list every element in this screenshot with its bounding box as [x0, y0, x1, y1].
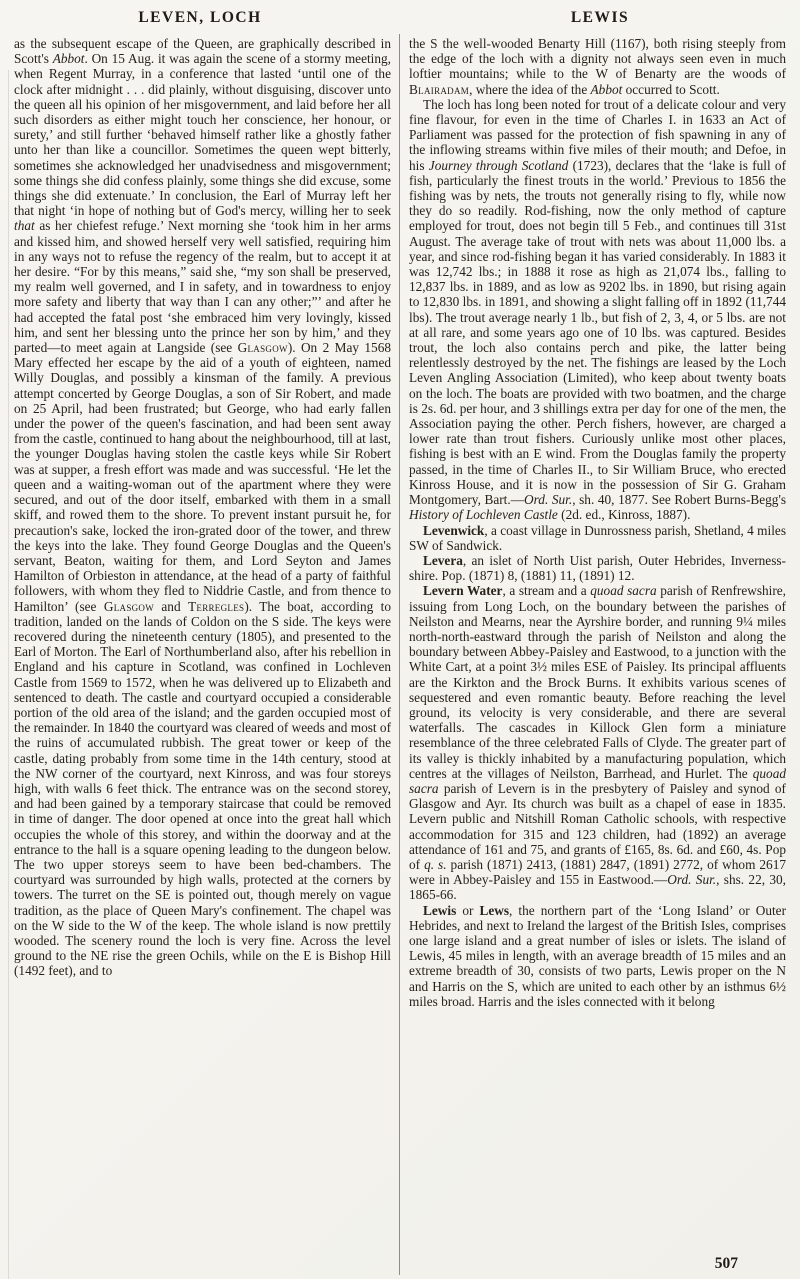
paragraph: [14, 36, 391, 979]
text-segment: (1723), declares that the ‘lake is full of fish, particularly the finest trouts in the world.’ Previous to 1856 the fishing was by nets, the trouts not generally rising to fly, while now they do so readily. Rod-fishing, now the only method of capture employed for trout, does not begin till 5 Feb., and continues till 31st August. The average take of trout with nets was about 11,000 lbs. a year, and since rod-fishing began it has varied considerably. In 1883 it was 12,742 lbs.; in 1888 it rose as high as 21,074 lbs., falling to 12,837 lbs. in 1889, and as low as 9202 lbs. in 1890, but rising again to 12,830 lbs. in 1891, and showing a slight falling off in 1892 (11,744 lbs). The trout average nearly 1 lb., but fish of 2, 3, 4, or 5 lbs. are not at all rare, and some years ago one of 10 lbs. was captured. Besides trout, the loch also contains perch and pike, the latter being relentlessly destroyed by the net. The fishings are leased by the Loch Leven Angling Association (Limited), who keep about twenty boats on the loch. The boats are provided with two boatmen, and the charge is 2s. 6d. per hour, and 3 shillings extra per day for one of the men, the Association paying the other. Perch fishers, however, are charged a lower rate than trout fishers. Curiously unlike most other places, fishing is best with an E wind. From the Douglas family the property passed, in the time of Charles II., to Sir William Bruce, who erected Kinross House, and it is now in the possession of Sir G. Graham Montgomery, Bart.—: [409, 157, 787, 508]
text-segment: Terregles: [187, 598, 245, 614]
paragraph: [409, 553, 786, 583]
text-segment: parish (1871) 2413, (1881) 2847, (1891) 2772, of whom 2617 were in Abbey-Paisley and 155 in Eastwood.—: [409, 856, 786, 888]
text-segment: Levera: [423, 552, 463, 568]
paragraph: [409, 583, 786, 902]
paragraph: [409, 903, 786, 1009]
page-gutter-line: [8, 70, 9, 1279]
text-segment: Journey through Scotland: [428, 157, 569, 173]
running-heads: [0, 9, 800, 27]
text-segment: ). The boat, according to tradition, landed on the lands of Coldon on the S side. The keys were recovered during the nineteenth century (1805), and presented to the Earl of Morton. The Earl of Northumberland also, after his rebellion in England and his capture in Scotland, was confined in Lochleven Castle from 1569 to 1572, when he was delivered up to Elizabeth and sentenced to death. The castle and courtyard occupied a considerable portion of the old area of the island; and the garden occupied most of the remainder. In 1840 the courtyard was cleared of weeds and most of the ruins of accumulated rubbish. The great tower or keep of the castle, dating probably from some time in the 14th century, stood at the NW corner of the courtyard, next Kinross, and was four storeys high, with walls 6 feet thick. The entrance was on the second storey, and had been gained by a temporary staircase that could be removed in time of danger. The door opened at once into the great hall which occupies the whole of this storey, and within the doorway and at the entrance to the hall is a square opening leading to the dungeon below. The two upper storeys seem to have been bed-chambers. The courtyard was surrounded by high walls, protected at the corners by towers. The turret on the SE is pointed out, though merely on vague tradition, as the place of Queen Mary's confinement. The chapel was on the W side to the W of the keep. The whole island is now prettily wooded. The scenery round the loch is very fine. Across the level ground to the NE rise the green Ochils, while on the E is Bishop Hill (1492 feet), and to: [14, 598, 391, 979]
text-segment: or: [456, 902, 480, 918]
text-segment: and: [154, 598, 188, 614]
paragraph: [409, 523, 786, 553]
text-segment: parish of Levern is in the presbytery of Paisley and synod of Glasgow and Ayr. Its church was built as a chapel of ease in 1835. Levern public and Nitshill Roman Catholic schools, with respective accommodation for 315 and 123 children, had (1892) an average attendance of 161 and 75, and grants of £165, 8s. 6d. and £60, 4s. Pop of: [409, 780, 786, 872]
text-segment: Abbot: [590, 81, 623, 97]
column-divider-rule: [399, 34, 400, 1275]
paragraph: [409, 36, 786, 97]
text-segment: ). On 2 May 1568 Mary effected her escape by the aid of a youth of eighteen, named Willy Douglas, and possibly a kinsman of the family. A previous attempt concerted by George Douglas, a son of Sir Robert, and made on 25 April, had been frustrated; but George, who had early fallen under the power of the queen's fascination, and had been sent away from the castle, continued to hang about the neighbourhood, till at last, the younger Douglas having stolen the castle keys while Sir Robert was at supper, a fresh effort was made and was successful. ‘He let the queen and a waiting-woman out of the apartment where they were secured, and out of the door itself, embarked with them in a small skiff, and rowed them to the shore. To prevent instant pursuit he, for precaution's sake, locked the iron-grated door of the tower, and threw the keys into the lake. They found George Douglas and the Queen's servant, Beaton, waiting for them, and Lord Seyton and James Hamilton of Orbieston in attendance, at the head of a party of faithful followers, with whom they fled to Niddrie Castle, and from thence to Hamilton’ (see: [14, 340, 392, 614]
text-segment: q. s.: [424, 856, 447, 872]
text-segment: History of Lochleven Castle: [409, 507, 558, 523]
text-segment: Blairadam: [409, 81, 470, 97]
text-segment: Glasgow: [237, 340, 288, 356]
text-segment: Levenwick: [423, 522, 485, 538]
text-segment: Ord. Sur.: [524, 492, 573, 508]
text-segment: the S the well-wooded Benarty Hill (1167), both rising steeply from the edge of the loch with a dignity not always seen even in much loftier mountains; while to the W of Benarty are the woods of: [409, 36, 786, 82]
running-head-right: LEWIS: [570, 9, 630, 26]
text-segment: as the subsequent escape of the Queen, are graphically described in Scott's: [14, 36, 391, 67]
text-segment: occurred to Scott.: [622, 81, 720, 97]
page-number: 507: [714, 1255, 738, 1272]
text-segment: (2d. ed., Kinross, 1887).: [557, 507, 691, 523]
running-head-left: LEVEN, LOCH: [138, 9, 262, 26]
text-segment: quoad sacra: [590, 583, 657, 599]
text-segment: , shs. 22, 30, 1865-66.: [409, 872, 786, 903]
paragraph: [409, 97, 786, 523]
text-segment: , where the idea of the: [469, 81, 591, 97]
text-segment: Lews: [479, 902, 510, 918]
text-segment: Levern Water: [423, 583, 503, 599]
text-segment: , a coast village in Dunrossness parish, Shetland, 4 miles SW of Sandwick.: [409, 522, 786, 553]
right-column-text: [409, 36, 786, 1009]
text-segment: , an islet of North Uist parish, Outer Hebrides, Inverness-shire. Pop. (1871) 8, (1881) 11, (1891) 12.: [409, 552, 786, 584]
text-segment: as her chiefest refuge.’ Next morning she ‘took him in her arms and kissed him, and showed herself very well satisfied, requiring him in any ways not to refuse the regency of the realm, but to accept it at her desire. “For by this means,” said she, “my son shall be preserved, my realm well governed, and I in safety, and in towardness to enjoy more safety and liberty that way than I can any other;”’ and after he had accepted the fatal post ‘she embraced him very lovingly, kissed him, and sent her blessing unto the prince her son by him,’ and they parted—to meet again at Langside (see: [14, 218, 391, 356]
text-segment: that: [14, 218, 35, 234]
text-segment: quoad sacra: [409, 765, 786, 796]
text-segment: , sh. 40, 1877. See Robert Burns-Begg's: [572, 492, 787, 508]
text-segment: , a stream and a: [502, 583, 591, 599]
text-segment: Ord. Sur.: [667, 872, 717, 888]
text-segment: Abbot: [52, 51, 85, 67]
left-column-text: [14, 36, 391, 979]
text-segment: Glasgow: [103, 598, 155, 614]
text-segment: , the northern part of the ‘Long Island’ or Outer Hebrides, and next to Ireland the largest of the British Isles, comprises one large island and a great number of isles or islets. The island of Lewis, 45 miles in length, with an average breadth of 15 miles and an extreme breadth of 30, consists of two parts, Lewis proper on the N and Harris on the S, which are united to each other by an isthmus 6½ miles broad. Harris and the isles connected with it belong: [409, 902, 787, 1009]
text-segment: Lewis: [423, 902, 457, 918]
text-segment: . On 15 Aug. it was again the scene of a stormy meeting, when Regent Murray, in a conference that lasted ‘until one of the clock after midnight . . . did plainly, without disguising, discover unto the queen all his opinion of her misgovernment, and laid before her all such disorders as either might touch her conscience, her honour, or surety,’ and still further ‘behaved himself rather like a ghostly father unto her than like a councillor. Sometimes the queen wept bitterly, sometimes she acknowledged her unadvisedness and misgovernment; some things she did confess plainly, some things she did excuse, some things she did extenuate.’ In conclusion, the Earl of Murray left her that night ‘in hope of nothing but of God's mercy, willing her to seek: [14, 51, 391, 219]
text-segment: parish of Renfrewshire, issuing from Long Loch, on the boundary between the parishes of Neilston and Mearns, near the Ayrshire border, and running 9¼ miles north-north-eastward through the parish of Neilston and along the boundary between Abbey-Paisley and Eastwood, to a junction with the White Cart, at a point 3½ miles ESE of Paisley. Its principal affluents are the Kirkton and the Brock Burns. It exhibits various scenes of sequestered and even romantic beauty. Before reaching the level ground, its velocity is very considerable, and there are several waterfalls. The cascades in Killock Glen form a miniature resemblance of the three celebrated Falls of Clyde. The greater part of its valley is thickly inhabited by a manufacturing population, which centres at the villages of Neilston, Barrhead, and Hurlet. The: [409, 583, 786, 781]
text-segment: The loch has long been noted for trout of a delicate colour and very fine flavour, for even in the time of Charles I. in 1633 an Act of Parliament was passed for the protection of fish spawning in any of the inflowing streams within five miles of their mouth; and Defoe, in his: [409, 96, 786, 173]
